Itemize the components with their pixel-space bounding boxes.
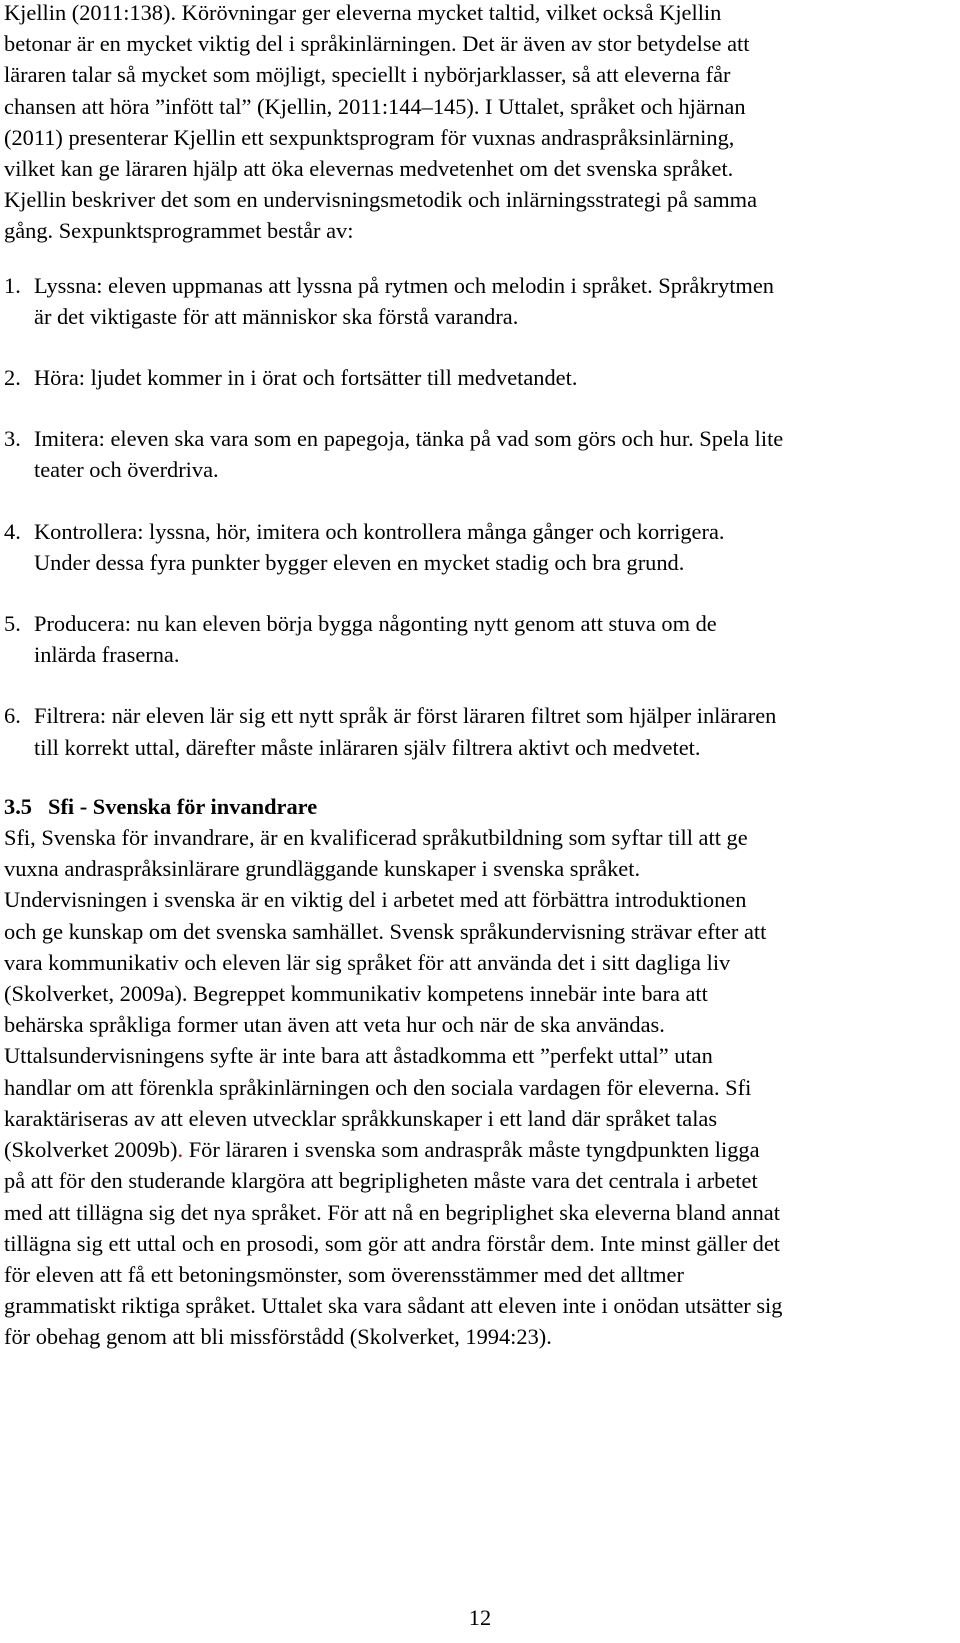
list-item-text: Filtrera: när eleven lär sig ett nytt språk är först läraren filtret som hjälper inläraren till korrekt uttal, därefter måste inläraren själv filtrera aktivt och medvetet. [34,703,777,760]
section-body-red-period: . [177,1137,184,1163]
page-number: 12 [468,1605,492,1630]
list-item-text: Lyssna: eleven uppmanas att lyssna på rytmen och melodin i språket. Språkrytmen är det viktigaste för att människor ska förstå varandra. [34,272,774,329]
list-item [4,516,952,578]
list-item-number: 6. [4,703,21,729]
section-body-part1: Sfi, Svenska för invandrare, är en kvalificerad språkutbildning som syftar till att ge vuxna andraspråksinlärare grundläggande kunskaper i svenska språket. Undervisningen i svenska är en viktig del i arbetet med att förbättra introduktionen och ge kunskap om det svenska samhället. Svensk språkundervisning strävar efter att vara kommunikativ och eleven lär sig språket för att använda det i sitt dagliga liv (Skolverket, 2009a). Begreppet kommunikativ kompetens innebär inte bara att behärska språkliga former utan även att veta hur och när de ska användas. Uttalsundervisningens syfte är inte bara att åstadkomma ett ”perfekt uttal” utan handlar om att förenkla språkinlärningen och den sociala vardagen för eleverna. Sfi karaktäriseras av att eleven utvecklar språkkunskaper i ett land där språket talas (Skolverket 2009b) [4,825,767,1163]
section-body-paragraph [4,822,952,1352]
list-item-text: Imitera: eleven ska vara som en papegoja, tänka på vad som görs och hur. Spela lite teater och överdriva. [34,426,784,483]
section-number: 3.5 [4,793,32,819]
list-item [4,270,952,332]
list-item-text: Kontrollera: lyssna, hör, imitera och kontrollera många gånger och korrigera. Under dessa fyra punkter bygger eleven en mycket stadig och bra grund. [34,518,725,575]
list-item-text: Höra: ljudet kommer in i örat och fortsätter till medvetandet. [34,365,578,391]
document-page [4,0,952,1353]
list-item-number: 2. [4,365,21,391]
section-heading [4,791,952,822]
list-item [4,700,952,762]
list-item [4,362,952,393]
list-item [4,608,952,670]
list-item-number: 1. [4,272,21,298]
six-point-program-list [4,270,952,763]
section-title: Sfi - Svenska för invandrare [48,793,318,819]
intro-paragraph: Kjellin (2011:138). Körövningar ger eleverna mycket taltid, vilket också Kjellin betonar är en mycket viktig del i språkinlärningen. Det är även av stor betydelse att läraren talar så mycket som möjligt, speciellt i nybörjarklasser, så att eleverna får chansen att höra ”infött tal” (Kjellin, 2011:144–145). I Uttalet, språket och hjärnan (2011) presenterar Kjellin ett sexpunktsprogram för vuxnas andraspråksinlärning, vilket kan ge läraren hjälp att öka elevernas medvetenhet om det svenska språket. Kjellin beskriver det som en undervisningsmetodik och inlärningsstrategi på samma gång. Sexpunktsprogrammet består av: [4,0,758,244]
section-body-part2: För läraren i svenska som andraspråk måste tyngdpunkten ligga på att för den studerande klargöra att begripligheten måste vara det centrala i arbetet med att tillägna sig det nya språket. För att nå en begriplighet ska eleverna bland annat tillägna sig ett uttal och en prosodi, som gör att andra förstår dem. Inte minst gäller det för eleven att få ett betoningsmönster, som överensstämmer med det alltmer grammatiskt riktiga språket. Uttalet ska vara sådant att eleven inte i onödan utsätter sig för obehag genom att bli missförstådd (Skolverket, 1994:23). [4,1137,783,1350]
list-item-number: 5. [4,611,21,637]
list-item [4,423,952,485]
list-item-text: Producera: nu kan eleven börja bygga någonting nytt genom att stuva om de inlärda fraserna. [34,611,717,668]
list-item-number: 3. [4,426,21,452]
list-item-number: 4. [4,518,21,544]
